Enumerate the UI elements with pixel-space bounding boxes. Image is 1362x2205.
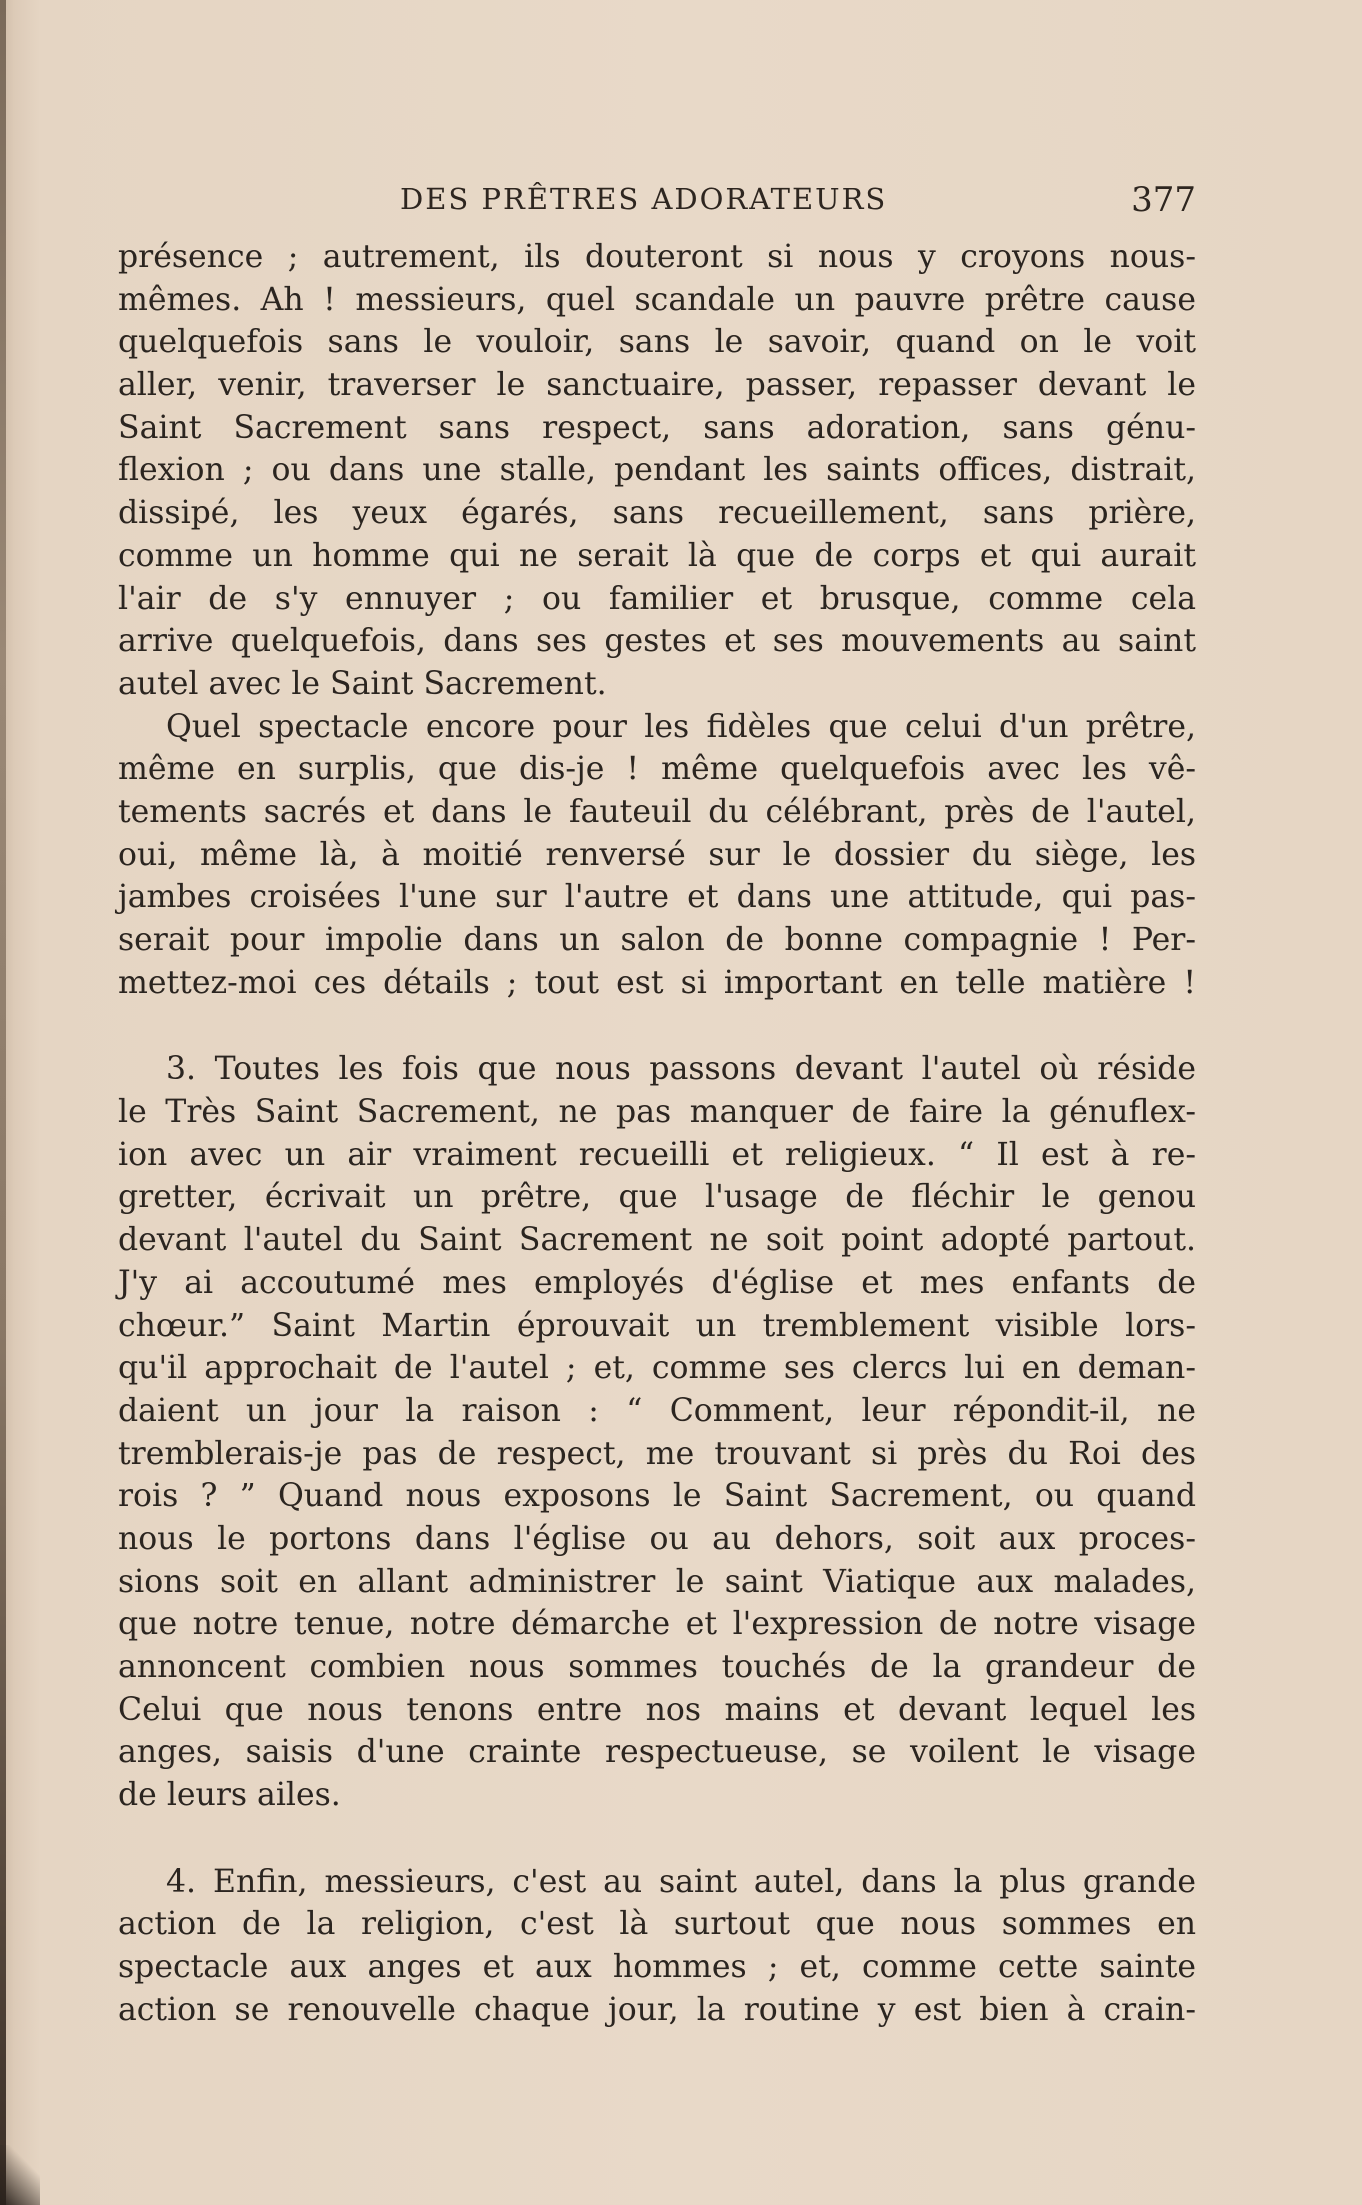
text-line: chœur.” Saint Martin éprouvait un tremblement visible lors- [118, 1307, 1196, 1344]
text-line: anges, saisis d'une crainte respectueuse, se voilent le visage [118, 1734, 1196, 1771]
corner-shadow [0, 2145, 40, 2205]
page-binding-edge [0, 0, 6, 2205]
text-line: mêmes. Ah ! messieurs, quel scandale un pauvre prêtre cause [118, 281, 1196, 318]
text-line: qu'il approchait de l'autel ; et, comme ses clercs lui en deman- [118, 1350, 1196, 1387]
text-line: mettez-moi ces détails ; tout est si important en telle matière ! [118, 964, 1196, 1001]
text-line: rois ? ” Quand nous exposons le Saint Sacrement, ou quand [118, 1478, 1196, 1515]
text-line: Celui que nous tenons entre nos mains et devant lequel les [118, 1691, 1196, 1728]
paragraph-3 [118, 1048, 1196, 1816]
running-title: DES PRÊTRES ADORATEURS [400, 182, 888, 216]
text-line: comme un homme qui ne serait là que de corps et qui aurait [118, 537, 1196, 574]
body-text [118, 236, 1196, 2032]
paragraph-gap [118, 1004, 1196, 1048]
paragraph-4 [118, 1861, 1196, 2032]
paragraph-2 [118, 706, 1196, 1005]
text-line: même en surplis, que dis-je ! même quelquefois avec les vê- [118, 751, 1196, 788]
text-line: serait pour impolie dans un salon de bonne compagnie ! Per- [118, 922, 1196, 958]
text-line: aller, venir, traverser le sanctuaire, passer, repasser devant le [118, 367, 1196, 404]
text-line: action se renouvelle chaque jour, la routine y est bien à crain- [118, 1991, 1196, 2028]
text-line: dissipé, les yeux égarés, sans recueillement, sans prière, [118, 495, 1196, 532]
page-number: 377 [1131, 180, 1196, 220]
text-line: annoncent combien nous sommes touchés de la grandeur de [118, 1649, 1196, 1685]
text-line: sions soit en allant administrer le saint Viatique aux malades, [118, 1563, 1196, 1600]
text-line: quelquefois sans le vouloir, sans le savoir, quand on le voit [118, 324, 1196, 361]
text-line: jambes croisées l'une sur l'autre et dans une attitude, qui pas- [118, 879, 1196, 916]
text-line: daient un jour la raison : “ Comment, leur répondit-il, ne [118, 1392, 1196, 1429]
text-line: 4. Enfin, messieurs, c'est au saint autel, dans la plus grande [166, 1863, 1196, 1900]
text-line: arrive quelquefois, dans ses gestes et ses mouvements au saint [118, 623, 1196, 660]
text-line: J'y ai accoutumé mes employés d'église et mes enfants de [118, 1264, 1196, 1301]
text-line: Quel spectacle encore pour les fidèles que celui d'un prêtre, [166, 708, 1196, 745]
text-line: l'air de s'y ennuyer ; ou familier et brusque, comme cela [118, 580, 1196, 617]
text-line: autel avec le Saint Sacrement. [118, 665, 607, 702]
text-line: nous le portons dans l'église ou au dehors, soit aux proces- [118, 1520, 1196, 1557]
text-line: que notre tenue, notre démarche et l'expression de notre visage [118, 1606, 1196, 1643]
text-line: le Très Saint Sacrement, ne pas manquer de faire la génuflex- [118, 1094, 1196, 1131]
text-line: gretter, écrivait un prêtre, que l'usage de fléchir le genou [118, 1179, 1196, 1216]
paragraph-gap [118, 1817, 1196, 1861]
text-line: flexion ; ou dans une stalle, pendant les saints offices, distrait, [118, 452, 1196, 489]
text-line: présence ; autrement, ils douteront si nous y croyons nous- [118, 239, 1196, 275]
text-line: de leurs ailes. [118, 1777, 341, 1814]
text-line: tements sacrés et dans le fauteuil du célébrant, près de l'autel, [118, 793, 1196, 830]
page-header [118, 180, 1196, 230]
text-line: tremblerais-je pas de respect, me trouvant si près du Roi des [118, 1435, 1196, 1472]
paragraph-1 [118, 236, 1196, 706]
text-line: 3. Toutes les fois que nous passons devant l'autel où réside [166, 1051, 1196, 1088]
text-line: Saint Sacrement sans respect, sans adoration, sans génu- [118, 409, 1196, 446]
text-line: spectacle aux anges et aux hommes ; et, comme cette sainte [118, 1949, 1196, 1986]
text-line: oui, même là, à moitié renversé sur le dossier du siège, les [118, 836, 1196, 873]
text-line: devant l'autel du Saint Sacrement ne soit point adopté partout. [118, 1222, 1196, 1259]
text-line: ion avec un air vraiment recueilli et religieux. “ Il est à re- [118, 1136, 1196, 1173]
text-line: action de la religion, c'est là surtout que nous sommes en [118, 1906, 1196, 1943]
